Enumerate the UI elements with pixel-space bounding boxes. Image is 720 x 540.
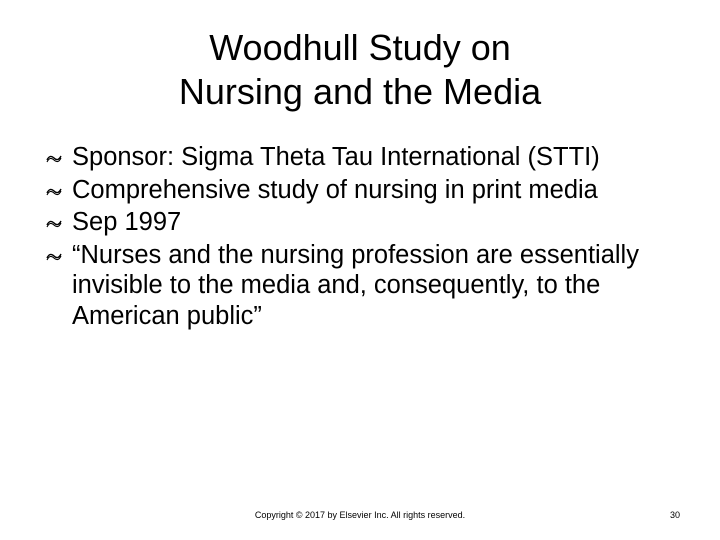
title-line-2: Nursing and the Media <box>178 71 542 112</box>
bullet-list <box>44 142 684 333</box>
bullet-item <box>44 207 684 238</box>
wave-bullet-icon <box>46 186 62 196</box>
wave-bullet-icon <box>46 153 62 163</box>
copyright-footer: Copyright © 2017 by Elsevier Inc. All rights reserved. <box>254 510 466 520</box>
wave-bullet-icon <box>46 218 62 228</box>
slide-title <box>60 26 660 114</box>
bullet-text: Sponsor: Sigma Theta Tau International (STTI) <box>72 143 600 171</box>
bullet-text: “Nurses and the nursing profession are essentially invisible to the media and, consequently, to the American public” <box>72 240 639 330</box>
wave-bullet-icon <box>46 251 62 261</box>
bullet-text: Sep 1997 <box>72 208 182 236</box>
bullet-text: Comprehensive study of nursing in print media <box>72 175 598 204</box>
bullet-item <box>44 240 684 332</box>
bullet-item <box>44 142 684 173</box>
title-line-1: Woodhull Study on <box>209 27 511 68</box>
bullet-item <box>44 175 684 206</box>
page-number: 30 <box>669 510 680 520</box>
